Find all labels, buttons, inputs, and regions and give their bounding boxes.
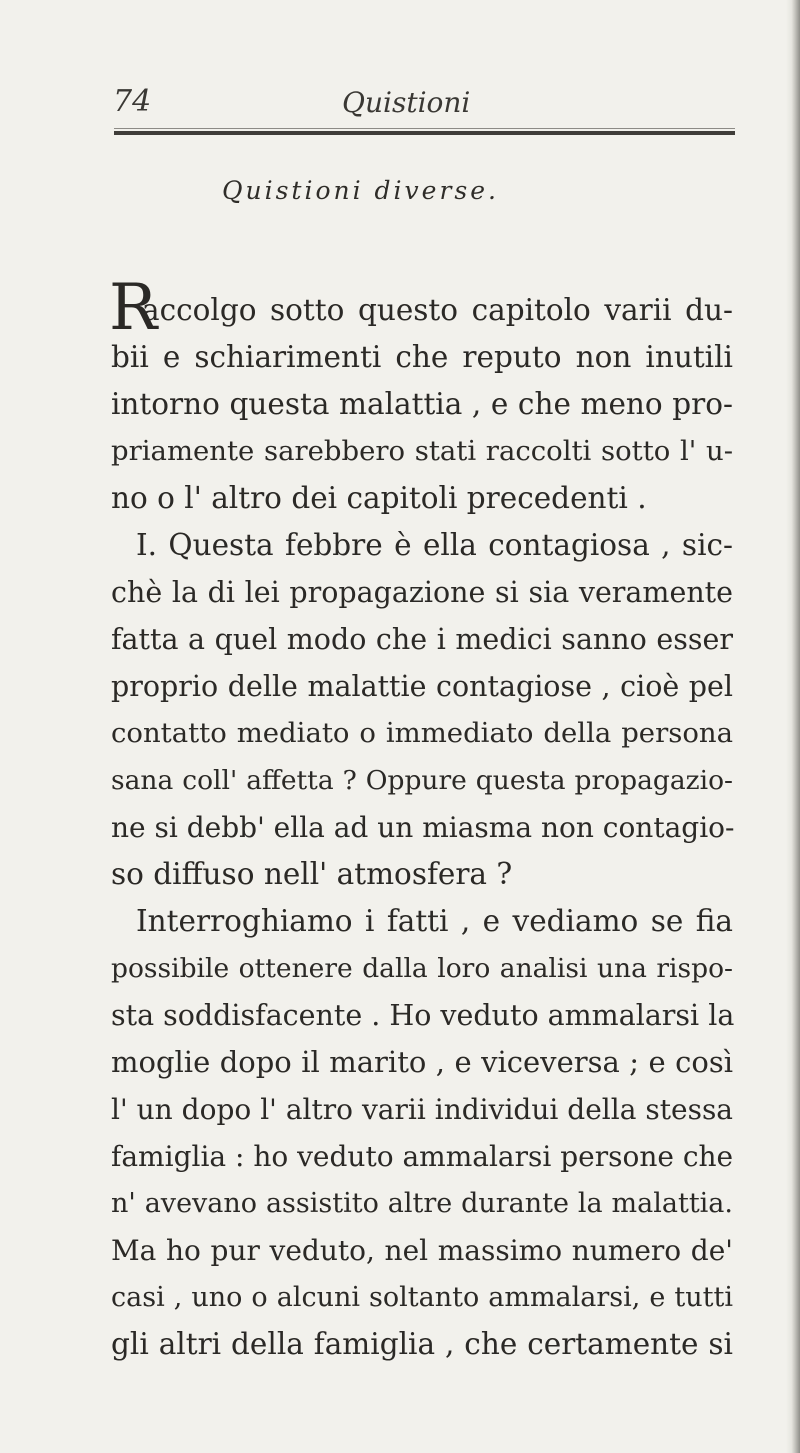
text-line: Interroghiamo i fatti , e vediamo se fia xyxy=(136,904,733,938)
text-line: sta soddisfacente . Ho veduto ammalarsi la xyxy=(111,999,735,1032)
text-line: so diffuso nell' atmosfera ? xyxy=(111,857,513,891)
body-text xyxy=(111,287,733,1368)
text-line: intorno questa malattia , e che meno pro- xyxy=(111,387,733,421)
text-line: n' avevano assistito altre durante la malattia. xyxy=(111,1188,733,1219)
text-line: priamente sarebbero stati raccolti sotto l' u- xyxy=(111,435,733,467)
header-rule xyxy=(114,131,735,135)
page-number: 74 xyxy=(113,84,152,119)
text-line: no o l' altro dei capitoli precedenti . xyxy=(111,481,647,515)
text-line: chè la di lei propagazione si sia veramente xyxy=(111,576,733,609)
text-line: ne si debb' ella ad un miasma non contagio- xyxy=(111,811,735,844)
text-line: moglie dopo il marito , e viceversa ; e così xyxy=(111,1045,733,1079)
text-line: casi , uno o alcuni soltanto ammalarsi, e tutti xyxy=(111,1282,733,1313)
text-line: fatta a quel modo che i medici sanno esser xyxy=(111,623,733,656)
text-line: proprio delle malattie contagiose , cioè pel xyxy=(111,670,733,703)
text-line: I. Questa febbre è ella contagiosa , sic- xyxy=(136,528,733,562)
text-line: gli altri della famiglia , che certamente si xyxy=(111,1327,733,1361)
page-header xyxy=(113,84,733,124)
text-line: bii e schiarimenti che reputo non inutili xyxy=(111,340,733,374)
drop-cap: R xyxy=(109,271,158,345)
text-line: Ma ho pur veduto, nel massimo numero de' xyxy=(111,1234,733,1267)
header-rule-thin xyxy=(114,128,735,129)
text-line: contatto mediato o immediato della persona xyxy=(111,717,733,749)
text-line: possibile ottenere dalla loro analisi una rispo- xyxy=(111,953,733,984)
text-line: l' un dopo l' altro varii individui della stessa xyxy=(111,1093,733,1126)
text-line: accolgo sotto questo capitolo varii du- xyxy=(142,293,733,327)
chapter-title: Quistioni diverse. xyxy=(222,176,499,205)
running-head: Quistioni xyxy=(342,86,471,119)
text-line: famiglia : ho veduto ammalarsi persone che xyxy=(111,1140,734,1173)
page-edge xyxy=(786,0,800,1453)
text-line: sana coll' affetta ? Oppure questa propagazio- xyxy=(111,765,733,796)
